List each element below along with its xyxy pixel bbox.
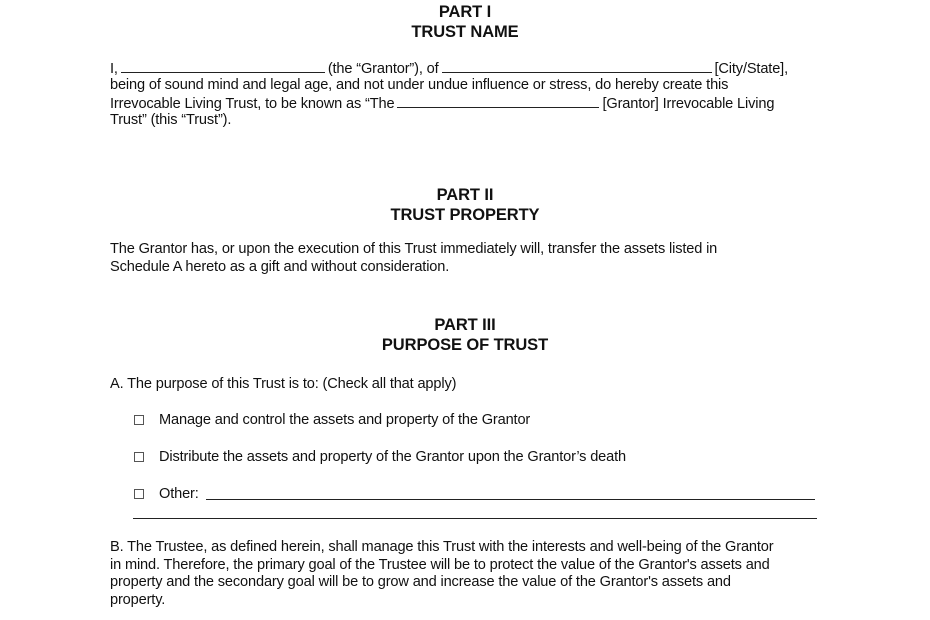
grantor-name-blank[interactable]: [121, 59, 325, 73]
purpose-section-a-intro: [110, 376, 830, 394]
checkbox-icon[interactable]: [134, 415, 144, 425]
purpose-option-manage[interactable]: [134, 411, 530, 429]
text-segment: I,: [110, 61, 118, 77]
option-label: Manage and control the assets and property of the Grantor: [159, 412, 531, 428]
option-label: Other:: [159, 486, 199, 502]
section-a-intro-text: A. The purpose of this Trust is to: (Check all that apply): [110, 376, 457, 392]
text-segment: [City/State],: [714, 61, 788, 77]
trust-property-paragraph: [110, 241, 830, 276]
part-2-title: TRUST PROPERTY: [390, 206, 540, 224]
city-state-blank[interactable]: [442, 59, 712, 73]
part-2-label: PART II: [436, 186, 494, 204]
other-purpose-blank-line-2[interactable]: [133, 518, 817, 519]
text-segment: [Grantor] Irrevocable Living: [602, 96, 775, 112]
section-b-line-3: property and the secondary goal will be to grow and increase the value of the Grantor's assets and: [110, 574, 731, 590]
trust-name-paragraph: [110, 59, 830, 129]
part-3-title: PURPOSE OF TRUST: [381, 336, 549, 354]
purpose-option-other[interactable]: [134, 485, 199, 503]
trust-name-line-3: [110, 94, 830, 112]
part-1-heading: [0, 2, 930, 42]
text-segment: Irrevocable Living Trust, to be known as “The: [110, 96, 395, 112]
trust-name-line-1: [110, 59, 830, 77]
part-1-title: TRUST NAME: [411, 23, 519, 41]
trust-name-line-4: Trust” (this “Trust”).: [110, 111, 232, 128]
part-2-heading: [0, 185, 930, 225]
part-3-heading: [0, 315, 930, 355]
part-3-label: PART III: [434, 316, 496, 334]
trust-property-line-2: Schedule A hereto as a gift and without consideration.: [110, 258, 450, 275]
part-1-label: PART I: [438, 3, 492, 21]
section-b-line-4: property.: [110, 591, 166, 608]
other-purpose-blank-line-1[interactable]: [206, 499, 815, 500]
purpose-section-b-paragraph: [110, 539, 830, 609]
section-b-line-1: B. The Trustee, as defined herein, shall manage this Trust with the interests and well-being of the Grantor: [110, 539, 774, 555]
checkbox-icon[interactable]: [134, 452, 144, 462]
trust-name-line-2: being of sound mind and legal age, and not under undue influence or stress, do hereby create this: [110, 76, 729, 93]
purpose-option-distribute[interactable]: [134, 448, 626, 466]
text-segment: (the “Grantor”), of: [327, 61, 439, 77]
trust-property-line-1: The Grantor has, or upon the execution of this Trust immediately will, transfer the assets listed in: [110, 241, 718, 257]
trust-grantor-name-blank[interactable]: [397, 94, 599, 108]
checkbox-icon[interactable]: [134, 489, 144, 499]
section-b-line-2: in mind. Therefore, the primary goal of the Trustee will be to protect the value of the Grantor's assets and: [110, 556, 770, 573]
option-label: Distribute the assets and property of the Grantor upon the Grantor’s death: [159, 449, 626, 465]
